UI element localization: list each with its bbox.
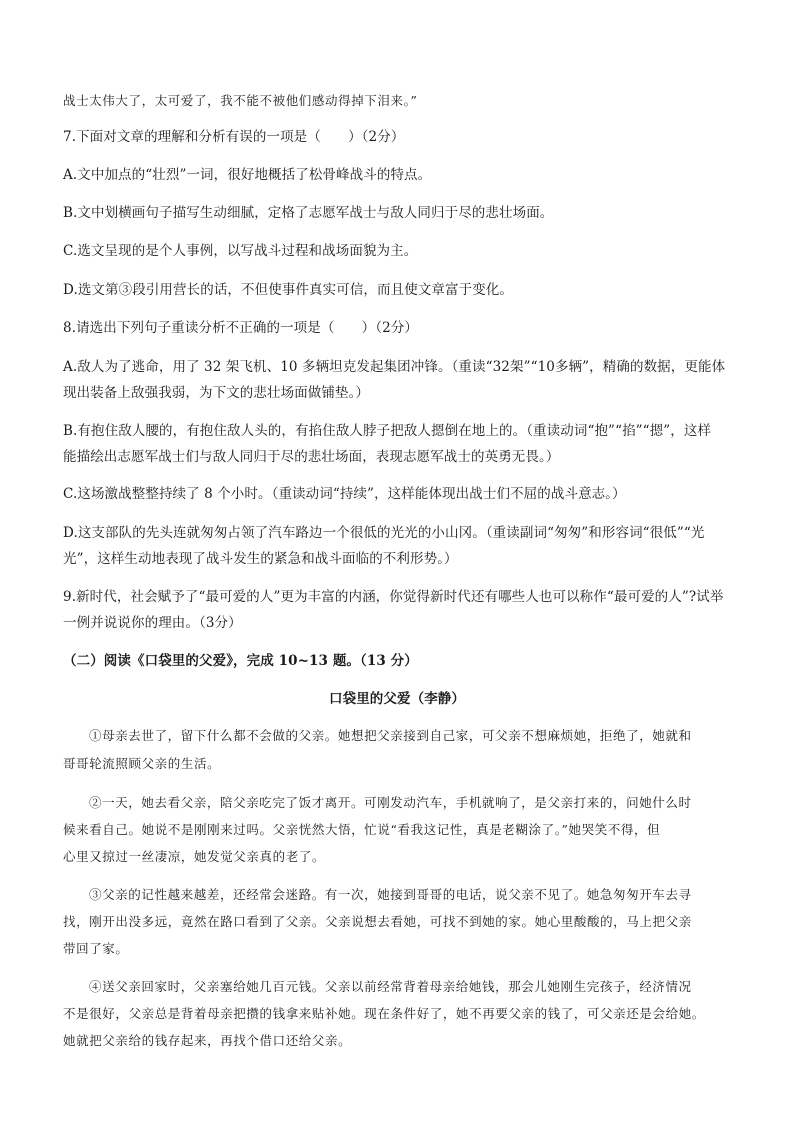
top-quote-line: 战士太伟大了，太可爱了，我不能不被他们感动得掉下泪来。”: [63, 93, 418, 108]
q8-option-d-line1: D.这支部队的先头连就匆匆占领了汽车路边一个很低的光光的小山冈。（重读副词“匆匆”和形容词“很低”“光: [63, 525, 705, 541]
q7-option-c: C.选文呈现的是个人事例，以写战斗过程和战场面貌为主。: [63, 243, 418, 259]
paragraph-4-line1: ④送父亲回家时，父亲塞给她几百元钱。父亲以前经常背着母亲给她钱，那会儿她刚生完孩子，经济情况: [89, 979, 692, 994]
q8-option-a-line1: A.敌人为了逃命，用了 32 架飞机、10 多辆坦克发起集团冲锋。（重读“32架”“10多辆”，精确的数据，更能体: [63, 359, 726, 375]
q8-option-b-line2: 能描绘出志愿军战士们与敌人同归于尽的悲壮场面，表现志愿军战士的英勇无畏。）: [63, 449, 560, 465]
article-title: 口袋里的父爱（李静）: [329, 691, 465, 707]
q7-stem: 7.下面对文章的理解和分析有误的一项是（ ）（2分）: [63, 129, 405, 145]
section-heading: （二）阅读《口袋里的父爱》，完成 10~13 题。（13 分）: [63, 653, 418, 669]
q7-option-a: A.文中加点的“壮烈”一词，很好地概括了松骨峰战斗的特点。: [63, 167, 432, 183]
q8-stem: 8.请选出下列句子重读分析不正确的一项是（ ）（2分）: [63, 320, 419, 336]
q8-option-a-line2: 现出装备上敌强我弱，为下文的悲壮场面做铺垫。）: [63, 385, 370, 401]
q8-option-d-line2: 光”，这样生动地表现了战斗发生的紧急和战斗面临的不利形势。）: [63, 551, 458, 567]
paragraph-1-line2: 哥哥轮流照顾父亲的生活。: [63, 756, 221, 771]
paragraph-2-line3: 心里又掠过一丝凄凉，她发觉父亲真的老了。: [63, 849, 326, 864]
paragraph-4-line3: 她就把父亲给的钱存起来，再找个借口还给父亲。: [63, 1033, 352, 1048]
paragraph-3-line3: 带回了家。: [63, 941, 129, 956]
q8-option-b-line1: B.有抱住敌人腰的，有抱住敌人头的，有掐住敌人脖子把敌人摁倒在地上的。（重读动词“抱”“掐”“摁”，这样: [63, 423, 712, 439]
paragraph-4-line2: 不是很好，父亲总是背着母亲把攒的钱拿来贴补她。现在条件好了，她不再要父亲的钱了，可父亲还是会给她。: [63, 1006, 705, 1021]
q8-option-c: C.这场激战整整持续了 8 个小时。（重读动词“持续”，这样能体现出战士们不屈的战斗意志。）: [63, 486, 626, 502]
paragraph-2-line2: 候来看自己。她说不是刚刚来过吗。父亲恍然大悟，忙说“看我这记性，真是老糊涂了。”她哭笑不得，但: [63, 822, 661, 837]
q7-option-b: B.文中划横画句子描写生动细腻，定格了志愿军战士与敌人同归于尽的悲壮场面。: [63, 205, 554, 221]
paragraph-2-line1: ②一天，她去看父亲，陪父亲吃完了饭才离开。可刚发动汽车，手机就响了，是父亲打来的，问她什么时: [89, 795, 692, 810]
paragraph-1-line1: ①母亲去世了，留下什么都不会做的父亲。她想把父亲接到自己家，可父亲不想麻烦她，拒绝了，她就和: [89, 728, 692, 743]
paragraph-3-line1: ③父亲的记性越来越差，还经常会迷路。有一次，她接到哥哥的电话，说父亲不见了。她急匆匆开车去寻: [89, 887, 692, 902]
paragraph-3-line2: 找，刚开出没多远，竟然在路口看到了父亲。父亲说想去看她，可找不到她的家。她心里酸酸的，马上把父亲: [63, 914, 692, 929]
q9-line1: 9.新时代，社会赋予了“最可爱的人”更为丰富的内涵，你觉得新时代还有哪些人也可以称作“最可爱的人”?试举: [63, 589, 724, 605]
q9-line2: 一例并说说你的理由。（3分）: [63, 615, 242, 631]
q7-option-d: D.选文第③段引用营长的话，不但使事件真实可信，而且使文章富于变化。: [63, 282, 514, 298]
